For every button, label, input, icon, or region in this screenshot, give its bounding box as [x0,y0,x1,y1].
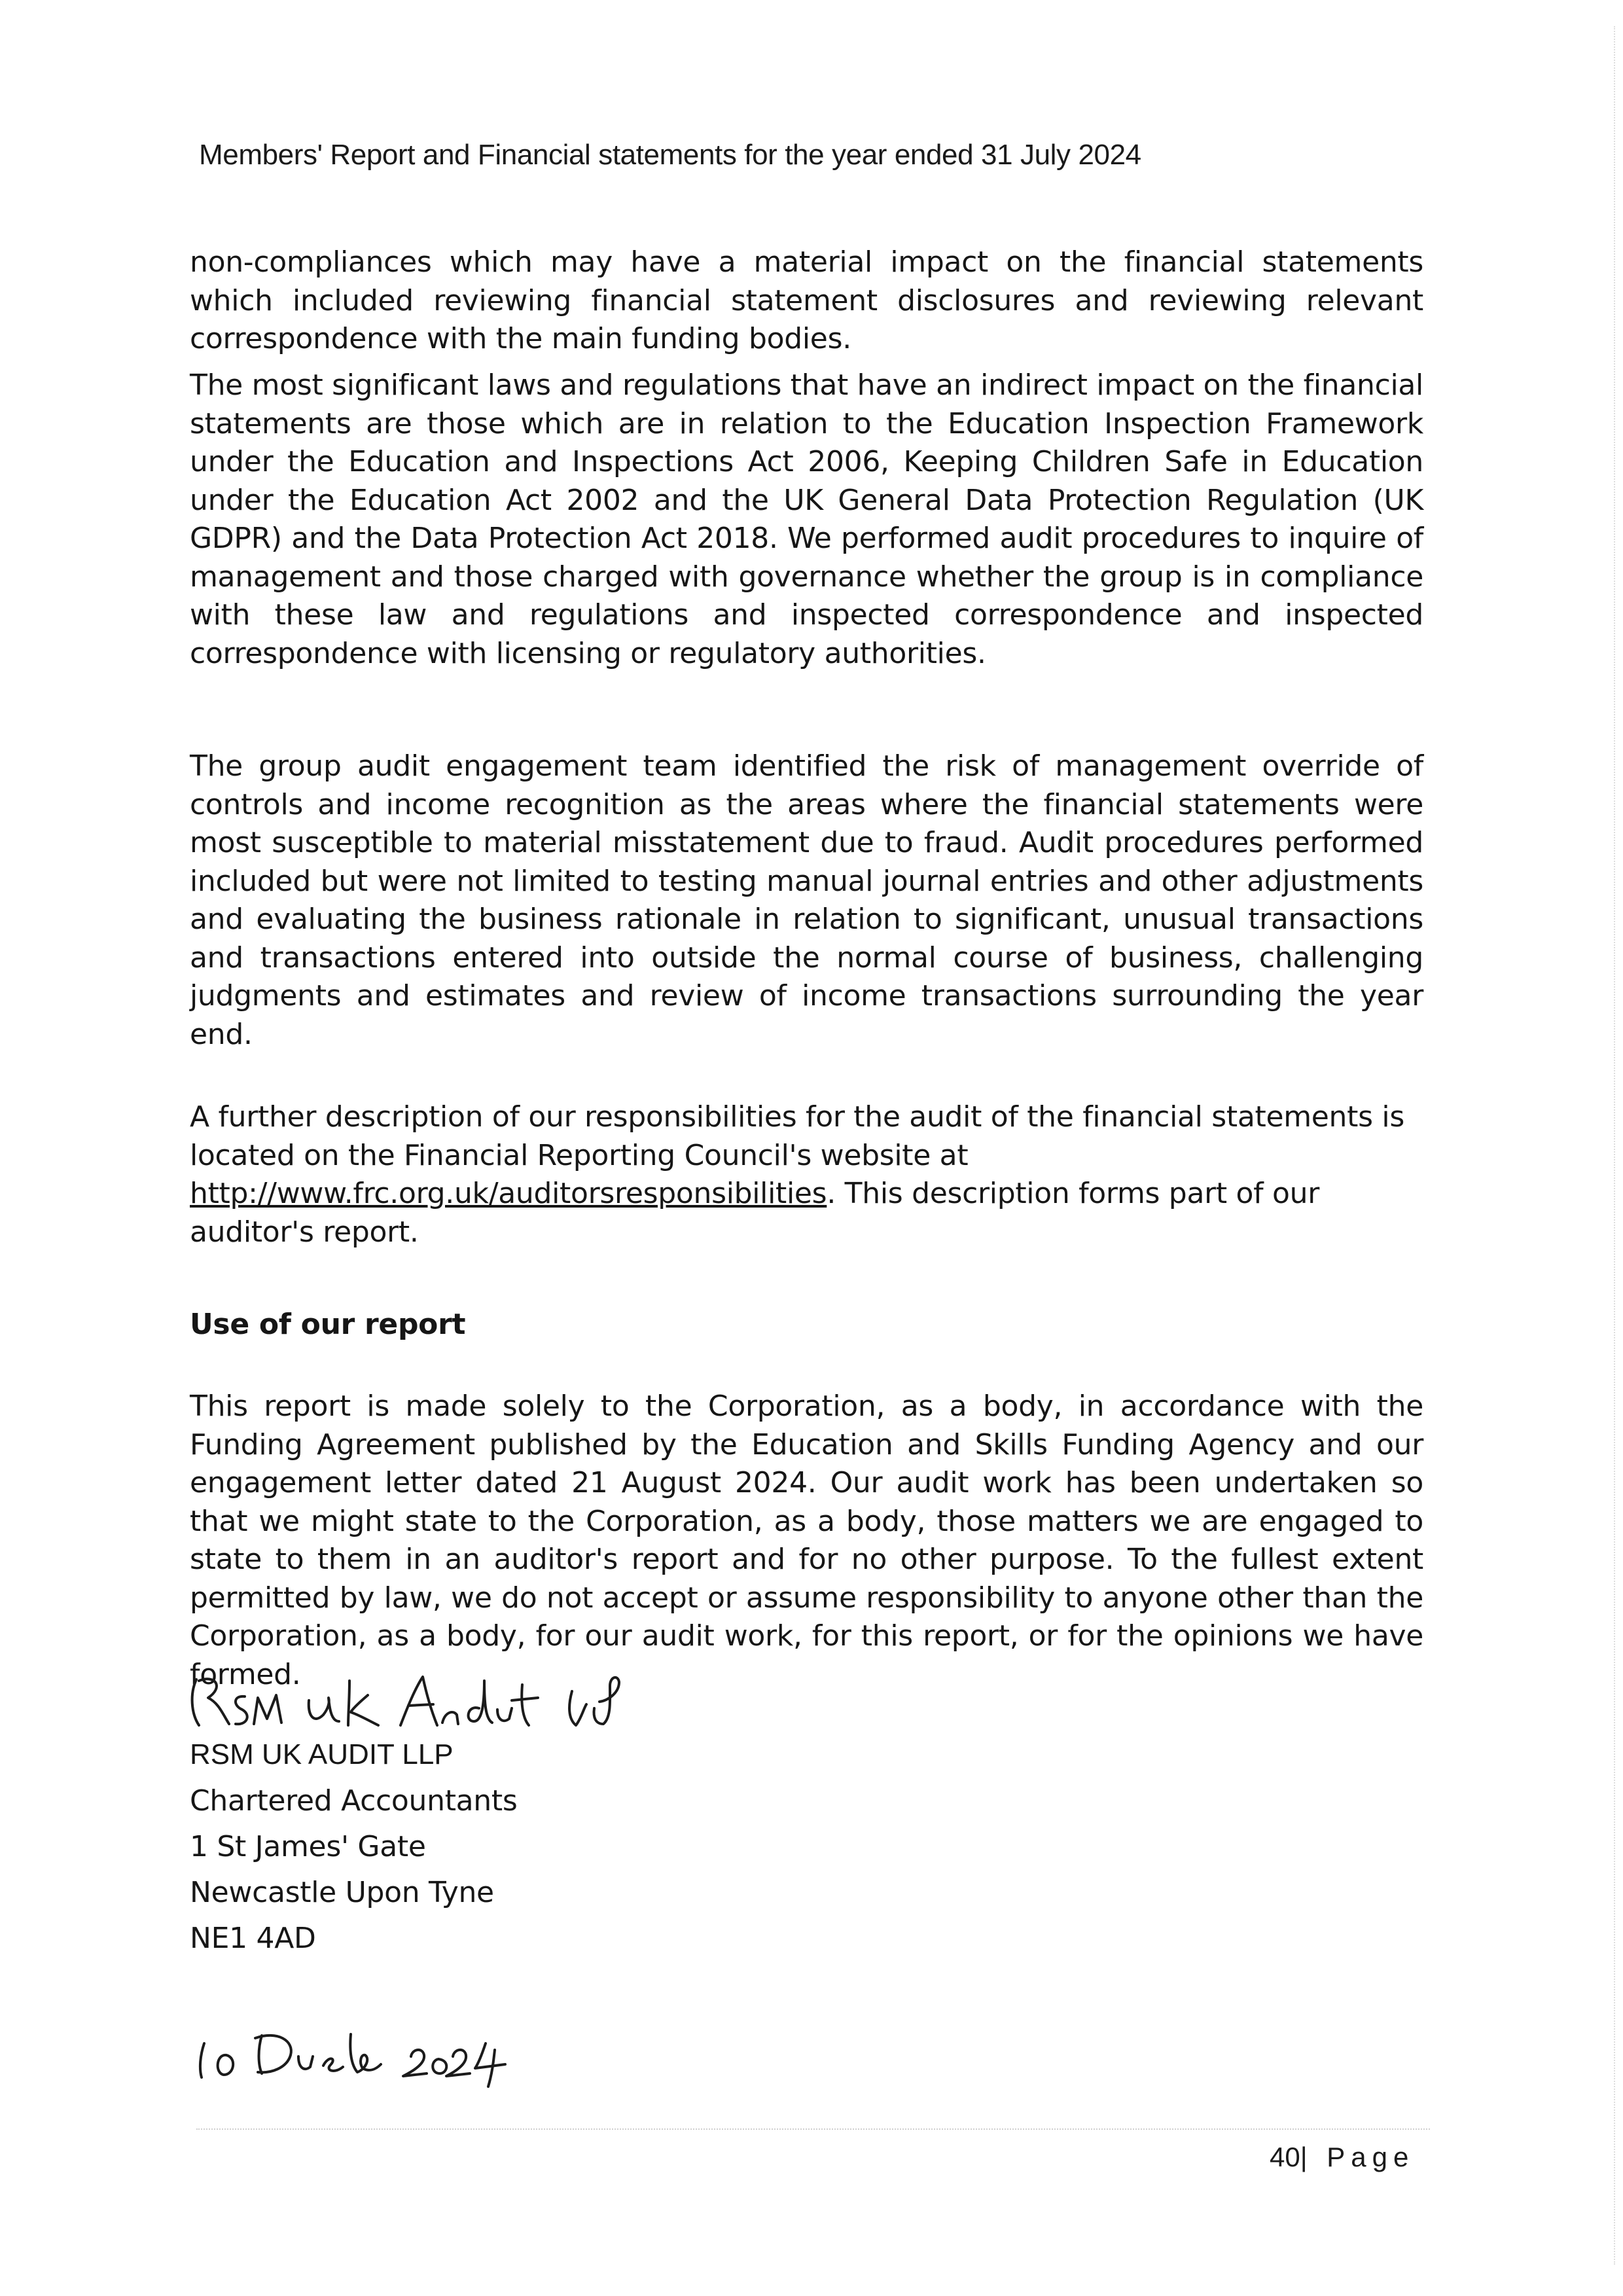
paragraph-laws-regulations: The most significant laws and regulations that have an indirect impact on the financial statements are those which are in relation to the Education Inspection Framework under the Education and Inspections Act 2006, Keeping Children Safe in Education under the Education Act 2002 and the UK General Data Protection Regulation (UK GDPR) and the Data Protection Act 2018. We performed audit procedures to inquire of management and those charged with governance whether the group is in compliance with these law and regulations and inspected correspondence and inspected correspondence with licensing or regulatory authorities. [190,368,1423,670]
firm-signature [185,1662,643,1741]
page-label: | Page [1300,2142,1415,2172]
report-header: Members' Report and Financial statements for the year ended 31 July 2024 [199,139,1141,171]
address-line-4: NE1 4AD [190,1922,316,1955]
frc-link[interactable]: http://www.frc.org.uk/auditorsresponsibilities [190,1177,827,1210]
paragraph-non-compliance: non-compliances which may have a material impact on the financial statements which included reviewing financial statement disclosures and reviewing relevant correspondence with the main funding bodies. [190,245,1423,355]
page-number-value: 40 [1270,2142,1300,2172]
paragraph-fraud-risk: The group audit engagement team identified the risk of management override of controls and income recognition as the areas where the financial statements were most susceptible to material misstatement due to fraud. Audit procedures performed included but were not limited to testing manual journal entries and other adjustments and evaluating the business rationale in relation to significant, unusual transactions and transactions entered into outside the normal course of business, challenging judgments and estimates and review of income transactions surrounding the year end. [190,749,1423,1051]
paragraph-use-of-report: This report is made solely to the Corporation, as a body, in accordance with the Funding Agreement published by the Education and Skills Funding Agency and our engagement letter dated 21 August 2024. Our audit work has been undertaken so that we might state to the Corporation, as a body, those matters we are engaged to state to them in an auditor's report and for no other purpose. To the fullest extent permitted by law, we do not accept or assume responsibility to anyone other than the Corporation, as a body, for our audit work, for this report, or for the opinions we have formed. [190,1390,1423,1691]
use-of-report-heading: Use of our report [190,1308,466,1341]
address-line-3: Newcastle Upon Tyne [190,1876,494,1909]
further-description-outro: . This description forms part of our auditor's report. [190,1177,1320,1249]
handwritten-date [190,2009,543,2088]
page-number [1270,2142,1414,2173]
address-line-2: 1 St James' Gate [190,1830,426,1863]
firm-name: RSM UK AUDIT LLP [190,1738,454,1770]
scan-edge-line [1614,26,1615,2265]
paragraph-further-description [190,1098,1423,1251]
further-description-intro: A further description of our responsibilities for the audit of the financial statements is located on the Financial Reporting Council's website at [190,1100,1404,1172]
footer-divider [196,2128,1430,2130]
address-line-1: Chartered Accountants [190,1784,518,1818]
